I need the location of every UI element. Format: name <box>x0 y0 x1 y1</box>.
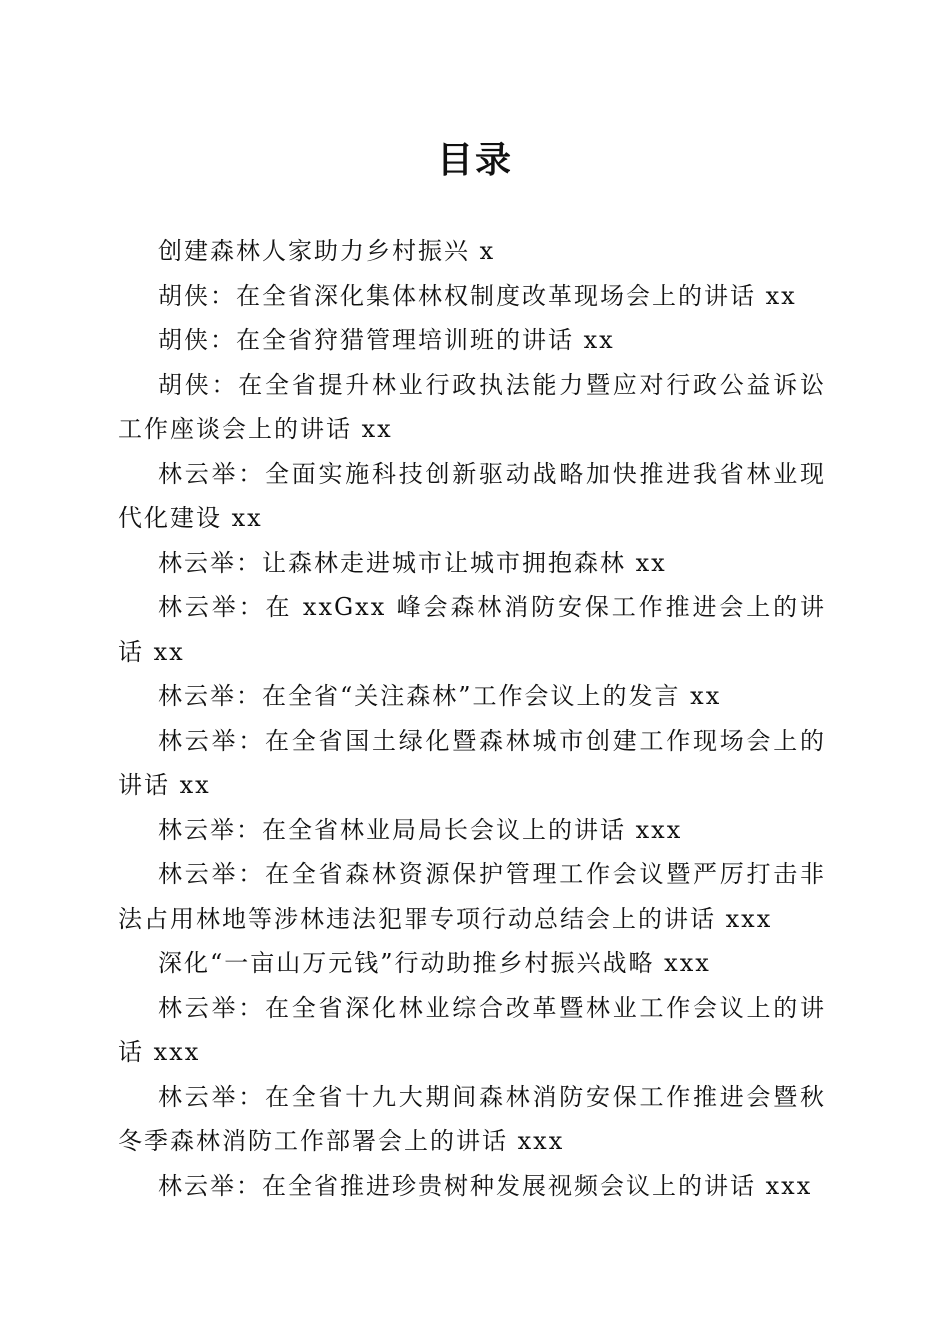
table-of-contents <box>118 229 826 1208</box>
toc-entry[interactable]: 林云举：让森林走进城市让城市拥抱森林 xx <box>158 548 667 577</box>
toc-entry[interactable]: 胡侠：在全省深化集体林权制度改革现场会上的讲话 xx <box>158 281 797 310</box>
toc-entry[interactable]: 林云举：在全省“关注森林”工作会议上的发言 xx <box>158 682 722 710</box>
toc-entry[interactable]: 创建森林人家助力乡村振兴 x <box>158 237 496 265</box>
toc-entry[interactable]: 林云举：在全省森林资源保护管理工作会议暨严厉打击非法占用林地等涉林违法犯罪专项行动总结会上的讲话 xxx <box>118 860 826 933</box>
page-title: 目录 <box>436 139 513 181</box>
toc-entry[interactable]: 林云举：在全省推进珍贵树种发展视频会议上的讲话 xxx <box>158 1171 813 1200</box>
toc-entry[interactable]: 林云举：在全省林业局局长会议上的讲话 xxx <box>158 815 683 844</box>
toc-entry[interactable]: 林云举：在全省国土绿化暨森林城市创建工作现场会上的讲话 xx <box>118 726 826 799</box>
toc-entry[interactable]: 林云举：在 xxGxx 峰会森林消防安保工作推进会上的讲话 xx <box>118 593 826 666</box>
toc-entry[interactable]: 胡侠：在全省狩猎管理培训班的讲话 xx <box>158 326 615 354</box>
toc-entry[interactable]: 深化“一亩山万元钱”行动助推乡村振兴战略 xxx <box>158 949 711 977</box>
toc-entry[interactable]: 胡侠：在全省提升林业行政执法能力暨应对行政公益诉讼工作座谈会上的讲话 xx <box>118 370 826 443</box>
toc-entry[interactable]: 林云举：全面实施科技创新驱动战略加快推进我省林业现代化建设 xx <box>118 459 826 532</box>
toc-entry[interactable]: 林云举：在全省十九大期间森林消防安保工作推进会暨秋冬季森林消防工作部署会上的讲话 xxx <box>118 1082 826 1155</box>
toc-entry[interactable]: 林云举：在全省深化林业综合改革暨林业工作会议上的讲话 xxx <box>118 993 826 1066</box>
